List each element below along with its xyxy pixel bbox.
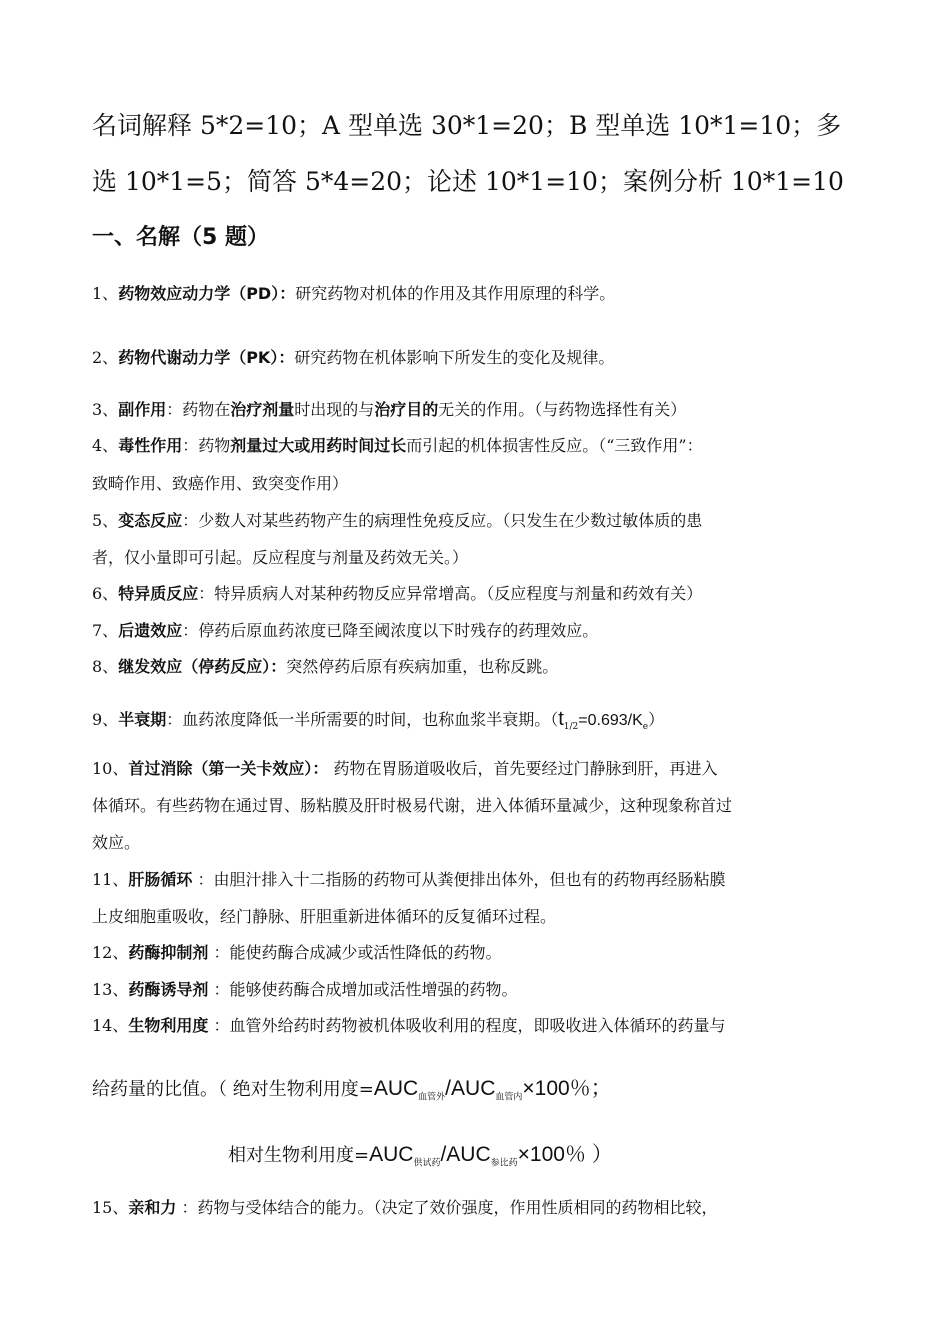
definition-item-5-continued: 者，仅小量即可引起。反应程度与剂量及药效无关。） bbox=[92, 548, 469, 567]
definition-item-10: 10、首过消除（第一关卡效应）： 药物在胃肠道吸收后，首先要经过门静脉到肝，再进入 bbox=[92, 759, 718, 778]
relative-bioavailability-formula: 相对生物利用度$=AUC_{供试药}/AUC_{参比药}\times 100$％ ） bbox=[228, 1143, 613, 1169]
definition: 研究药物对机体的作用及其作用原理的科学。 bbox=[295, 284, 616, 303]
term: 特异质反应 bbox=[118, 584, 199, 603]
exam-structure-line-1: 名词解释 5*2=10；A 型单选 30*1=20；B 型单选 10*1=10；多 bbox=[92, 111, 842, 140]
definition-item-4-continued: 致畸作用、致癌作用、致突变作用） bbox=[92, 474, 349, 493]
term: 药酶抑制剂 bbox=[128, 943, 209, 962]
definition-item-10-continued-2: 效应。 bbox=[92, 833, 141, 852]
definition: 研究药物在机体影响下所发生的变化及规律。 bbox=[294, 348, 615, 367]
term: 药物代谢动力学（PK）： bbox=[118, 348, 295, 367]
definition-item-4: 4、毒性作用：药物剂量过大或用药时间过长而引起的机体损害性反应。（“三致作用”： bbox=[92, 436, 703, 455]
term: 首过消除（第一关卡效应）： bbox=[128, 759, 329, 778]
definition-item-14: 14、生物利用度 ：血管外给药时药物被机体吸收利用的程度，即吸收进入体循环的药量与 bbox=[92, 1016, 726, 1035]
definition-item-7: 7、后遗效应：停药后原血药浓度已降至阈浓度以下时残存的药理效应。 bbox=[92, 621, 599, 640]
term: 亲和力 bbox=[128, 1198, 177, 1217]
definition-item-2: 2、药物代谢动力学（PK）：研究药物在机体影响下所发生的变化及规律。 bbox=[92, 348, 615, 367]
term: 肝肠循环 bbox=[128, 870, 193, 889]
definition-item-3: 3、副作用：药物在治疗剂量时出现的与治疗目的无关的作用。（与药物选择性有关） bbox=[92, 400, 687, 419]
definition-item-5: 5、变态反应：少数人对某些药物产生的病理性免疫反应。（只发生在少数过敏体质的患 bbox=[92, 511, 703, 530]
section-heading: 一、名解（5 题） bbox=[92, 225, 269, 250]
term: 毒性作用 bbox=[118, 436, 183, 455]
term: 副作用 bbox=[118, 400, 167, 419]
definition-item-11: 11、肝肠循环 ：由胆汁排入十二指肠的药物可从粪便排出体外，但也有的药物再经肠粘膜 bbox=[92, 870, 726, 889]
definition-item-6: 6、特异质反应：特异质病人对某种药物反应异常增高。（反应程度与剂量和药效有关） bbox=[92, 584, 703, 603]
term: 生物利用度 bbox=[128, 1016, 209, 1035]
definition-item-12: 12、药酶抑制剂 ：能使药酶合成减少或活性降低的药物。 bbox=[92, 943, 502, 962]
term: 药酶诱导剂 bbox=[128, 980, 209, 999]
term: 半衰期 bbox=[118, 710, 167, 729]
exam-structure-line-2: 选 10*1=5；简答 5*4=20；论述 10*1=10；案例分析 10*1=10 bbox=[92, 167, 844, 196]
definition-item-8: 8、继发效应（停药反应）：突然停药后原有疾病加重，也称反跳。 bbox=[92, 657, 559, 676]
absolute-bioavailability-formula: 给药量的比值。（ 绝对生物利用度$=AUC_{血管外}/AUC_{血管内}\times 100$％； bbox=[92, 1077, 612, 1103]
term: 继发效应（停药反应）： bbox=[118, 657, 287, 676]
term: 后遗效应 bbox=[118, 621, 183, 640]
definition-item-1: 1、药物效应动力学（PD）：研究药物对机体的作用及其作用原理的科学。 bbox=[92, 284, 616, 303]
definition-item-15: 15、亲和力 ：药物与受体结合的能力。（决定了效价强度，作用性质相同的药物相比较， bbox=[92, 1198, 718, 1217]
definition-item-10-continued: 体循环。有些药物在通过胃、肠粘膜及肝时极易代谢，进入体循环量减少，这种现象称首过 bbox=[92, 796, 733, 815]
definition-item-9: 9、半衰期：血药浓度降低一半所需要的时间，也称血浆半衰期。$(t_{1/2}=0.693/K_e)$ bbox=[92, 708, 665, 733]
definition-item-11-continued: 上皮细胞重吸收，经门静脉、肝胆重新进体循环的反复循环过程。 bbox=[92, 907, 557, 926]
term: 变态反应 bbox=[118, 511, 183, 530]
definition-item-13: 13、药酶诱导剂 ：能够使药酶合成增加或活性增强的药物。 bbox=[92, 980, 518, 999]
term: 药物效应动力学（PD）： bbox=[118, 284, 296, 303]
